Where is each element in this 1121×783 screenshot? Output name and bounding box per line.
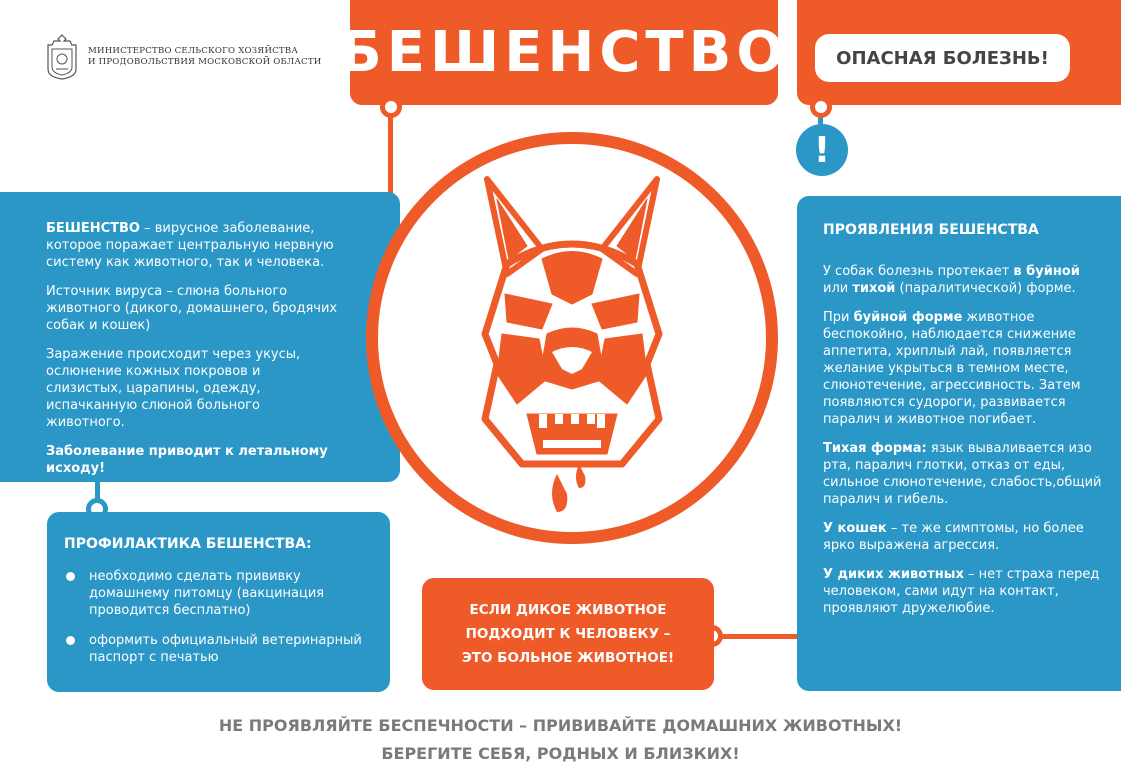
bullet-icon: [66, 572, 75, 581]
dog-illustration-circle: [366, 132, 778, 544]
danger-banner: [797, 0, 1121, 105]
violent-form-paragraph: При буйной форме животное беспокойно, наблюдается снижение аппетита, хриплый лай, появляется желание укрыться в темном месте, слюнотечение, агрессивность. Затем появляются судороги, развивается паралич и животное погибает.: [823, 310, 1081, 427]
footer-line-2: БЕРЕГИТЕ СЕБЯ, РОДНЫХ И БЛИЗКИХ!: [381, 744, 740, 763]
connector-line: [388, 105, 393, 197]
ministry-header: [44, 32, 344, 82]
title-banner: [339, 0, 789, 105]
rabies-description: [0, 192, 400, 482]
connector-node: [810, 96, 832, 118]
cats-paragraph: У кошек – те же симптомы, но более ярко выражена агрессия.: [823, 521, 1084, 553]
prevention-title: ПРОФИЛАКТИКА БЕШЕНСТВА:: [64, 536, 312, 552]
page-title: БЕШЕНСТВО: [339, 20, 789, 85]
rabies-symptoms: [797, 196, 1121, 691]
wild-animals-paragraph: У диких животных – нет страха перед человеком, сами идут на контакт, проявляют дружелюбие.: [823, 567, 1100, 616]
list-item: необходимо сделать прививку домашнему питомцу (вакцинация проводится бесплатно): [64, 568, 372, 619]
wild-animal-warning-text: ЕСЛИ ДИКОЕ ЖИВОТНОЕ ПОДХОДИТ К ЧЕЛОВЕКУ – ЭТО БОЛЬНОЕ ЖИВОТНОЕ!: [461, 602, 675, 666]
symptoms-forms-paragraph: У собак болезнь протекает в буйной или тихой (паралитической) форме.: [823, 264, 1080, 296]
prevention-block: [47, 512, 390, 692]
footer-slogan: [0, 712, 1121, 768]
danger-label: ОПАСНАЯ БОЛЕЗНЬ!: [836, 47, 1049, 69]
danger-badge: [815, 34, 1070, 82]
ministry-line-1: МИНИСТЕРСТВО СЕЛЬСКОГО ХОЗЯЙСТВА: [88, 46, 299, 56]
ministry-line-2: И ПРОДОВОЛЬСТВИЯ МОСКОВСКОЙ ОБЛАСТИ: [88, 57, 322, 67]
source-paragraph: Источник вируса – слюна больного животного (дикого, домашнего, бродячих собак и кошек): [46, 284, 338, 333]
symptoms-title: ПРОЯВЛЕНИЯ БЕШЕНСТВА: [823, 222, 1039, 238]
connector-line: [712, 634, 802, 639]
description-paragraph: БЕШЕНСТВО – вирусное заболевание, которое поражает центральную нервную систему как животного, так и человека.: [46, 221, 334, 270]
infection-paragraph: Заражение происходит через укусы, ослюнение кожных покровов и слизистых, царапины, одежду, испачканную слюной больного животного.: [46, 347, 301, 430]
footer-line-1: НЕ ПРОЯВЛЯЙТЕ БЕСПЕЧНОСТИ – ПРИВИВАЙТЕ ДОМАШНИХ ЖИВОТНЫХ!: [218, 716, 903, 735]
exclamation-icon: !: [796, 124, 848, 176]
connector-node: [380, 96, 402, 118]
coat-of-arms-icon: [44, 33, 80, 81]
list-item: оформить официальный ветеринарный паспорт с печатью: [64, 632, 372, 666]
wild-animal-warning: [422, 578, 714, 690]
quiet-form-paragraph: Тихая форма: язык вываливается изо рта, паралич глотки, отказ от еды, сильное слюнотечение, слабость,общий паралич и гибель.: [823, 441, 1102, 507]
bullet-icon: [66, 636, 75, 645]
rabid-dog-icon: [447, 164, 697, 524]
lethal-warning: Заболевание приводит к летальному исходу!: [46, 444, 328, 476]
